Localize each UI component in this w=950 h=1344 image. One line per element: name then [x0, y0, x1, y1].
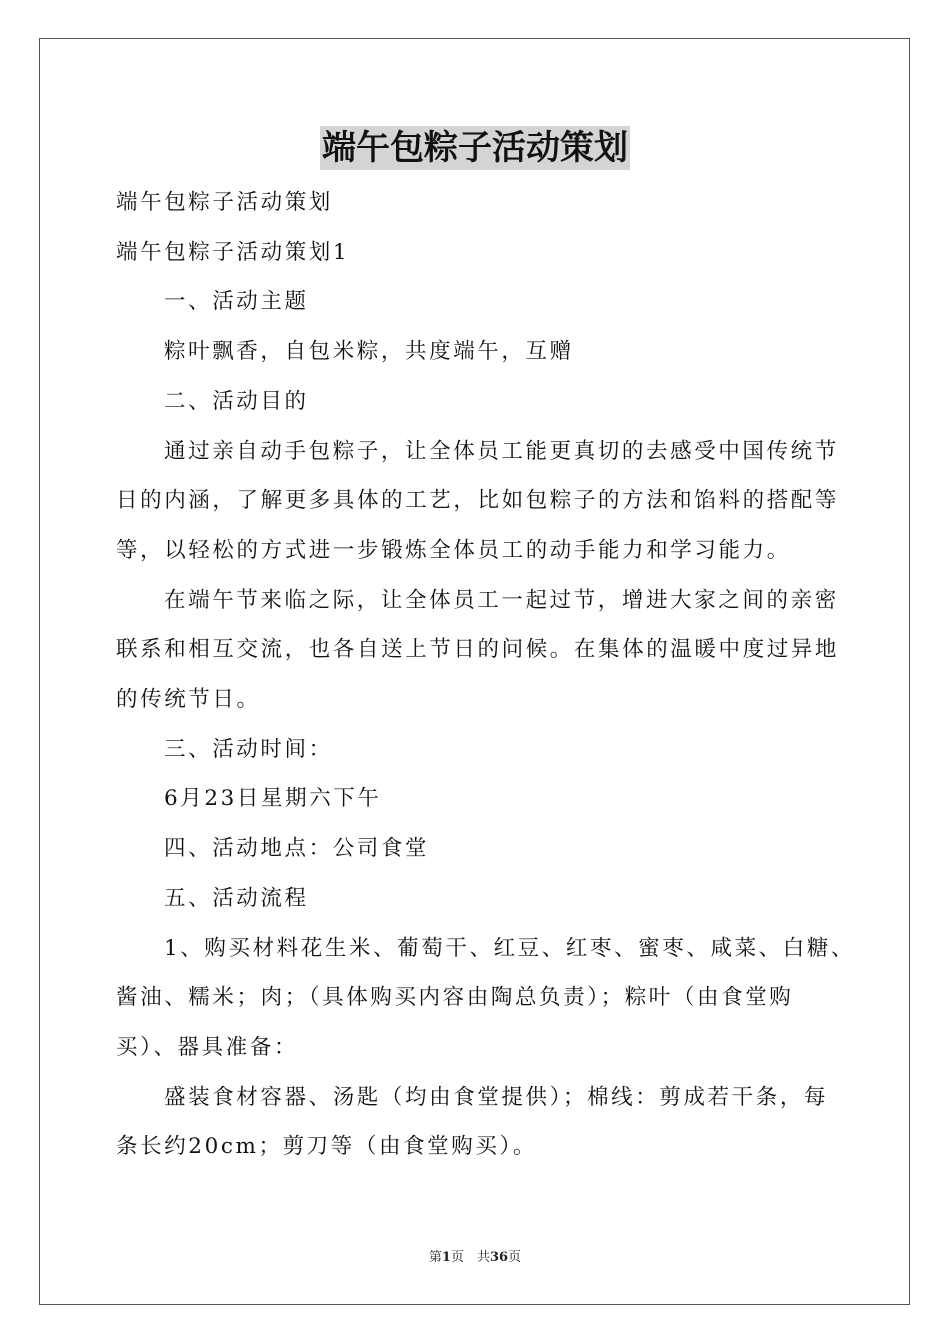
footer-prefix: 第 [428, 1250, 442, 1265]
line-9: 联系和相互交流，也各自送上节日的问候。在集体的温暖中度过异地 [116, 637, 840, 663]
line-17: 买）、器具准备： [116, 1034, 299, 1060]
footer-page-current: 1 [441, 1250, 451, 1265]
line-3: 粽叶飘香，自包米粽，共度端午，互赠 [164, 339, 574, 365]
line-4: 二、活动目的 [164, 388, 309, 414]
line-7: 等，以轻松的方式进一步锻炼全体员工的动手能力和学习能力。 [116, 537, 791, 563]
line-14: 五、活动流程 [164, 885, 309, 911]
footer-mid: 页 共 [450, 1250, 490, 1265]
page-footer [0, 1246, 950, 1265]
footer-page-total: 36 [489, 1250, 509, 1265]
line-5: 通过亲自动手包粽子，让全体员工能更真切的去感受中国传统节 [164, 438, 839, 464]
line-16: 酱油、糯米；肉；（具体购买内容由陶总负责）；粽叶（由食堂购 [116, 985, 794, 1011]
line-13: 四、活动地点：公司食堂 [164, 836, 430, 862]
line-0: 端午包粽子活动策划 [116, 190, 333, 215]
footer-suffix: 页 [508, 1250, 522, 1265]
document-body [116, 178, 856, 1172]
line-1: 端午包粽子活动策划1 [116, 239, 350, 265]
line-15: 1、购买材料花生米、葡萄干、红豆、红枣、蜜枣、咸菜、白糖、 [164, 935, 856, 961]
document-title: 端午包粽子活动策划 [322, 128, 628, 168]
line-12: 6月23日星期六下午 [164, 786, 382, 812]
line-10: 的传统节日。 [116, 687, 261, 713]
line-19: 条长约20cm；剪刀等（由食堂购买）。 [116, 1134, 537, 1160]
line-11: 三、活动时间： [164, 736, 333, 762]
line-2: 一、活动主题 [164, 289, 309, 315]
line-6: 日的内涵，了解更多具体的工艺，比如包粽子的方法和馅料的搭配等 [116, 488, 840, 514]
line-18: 盛装食材容器、汤匙（均由食堂提供）；棉线：剪成若干条，每 [164, 1084, 829, 1110]
title-wrap [0, 126, 950, 170]
line-8: 在端午节来临之际，让全体员工一起过节，增进大家之间的亲密 [164, 587, 839, 613]
